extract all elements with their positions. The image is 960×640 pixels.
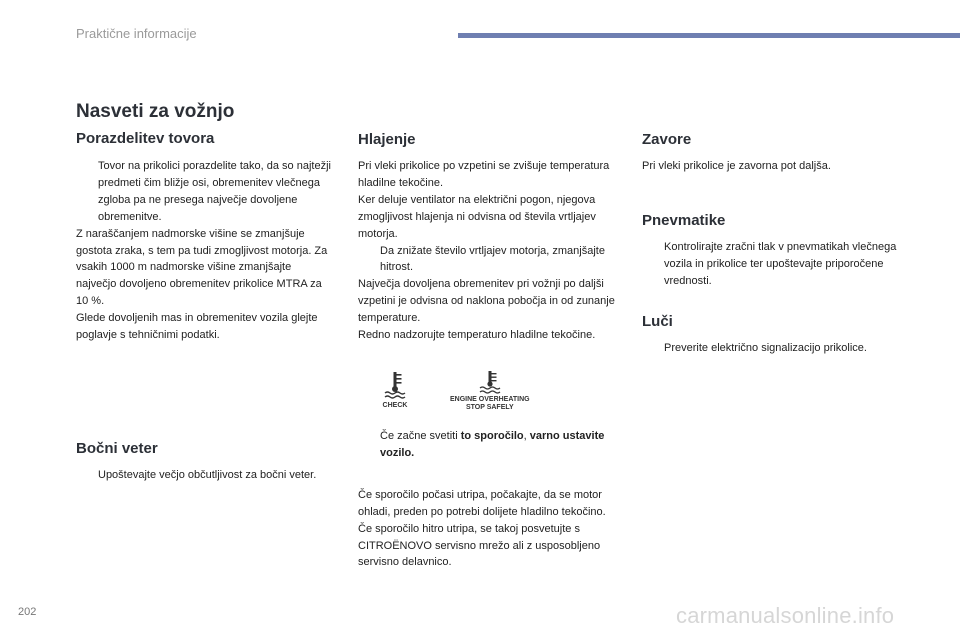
page-title: Nasveti za vožnjo — [76, 101, 235, 122]
section-heading: Bočni veter — [76, 440, 158, 457]
section-tyres — [642, 212, 900, 290]
section-heading: Zavore — [642, 131, 692, 148]
section-lights — [642, 313, 900, 357]
section-heading: Porazdelitev tovora — [76, 130, 215, 147]
list-item: Če začne svetiti to sporočilo, varno ustavite vozilo. — [380, 430, 605, 459]
section-heading: Luči — [642, 313, 673, 330]
warning-label: CHECK — [382, 402, 408, 409]
section-cooling-continued — [358, 428, 616, 571]
warning-label-line: ENGINE OVERHEATING — [450, 396, 530, 403]
paragraph: Pri vleki prikolice je zavorna pot daljša. — [642, 160, 831, 172]
watermark: carmanualsonline.info — [676, 603, 895, 628]
coolant-temperature-icon — [477, 370, 503, 394]
engine-overheating-warning — [450, 370, 530, 412]
paragraph: Največja dovoljena obremenitev pri vožnji po daljši vzpetini je odvisna od naklona pobočja in od zunanje temperature. — [358, 278, 615, 325]
section-brakes — [642, 131, 900, 175]
paragraph: Če sporočilo hitro utripa, se takoj posvetujte s CITROËNOVO servisno mrežo ali z usposobljeno servisno delavnico. — [358, 522, 601, 569]
section-heading: Hlajenje — [358, 131, 416, 148]
paragraph: Ker deluje ventilator na električni pogon, njegova zmogljivost hlajenja ni odvisna od števila vrtljajev motorja. — [358, 193, 596, 240]
paragraph: Z naraščanjem nadmorske višine se zmanjšuje gostota zraka, s tem pa tudi zmogljivost motorja. Za vsakih 1000 m nadmorske višine zmanjšajte največjo dovoljeno obremenitev prikolice MTRA za 10 %. — [76, 227, 328, 308]
section-cooling — [358, 131, 616, 344]
list-item: Preverite električno signalizacijo prikolice. — [664, 342, 867, 354]
list-item: Da znižate število vrtljajev motorja, zmanjšajte hitrost. — [380, 244, 605, 274]
section-crosswind — [76, 440, 334, 484]
header-accent-bar — [458, 33, 960, 38]
coolant-temperature-icon — [382, 370, 408, 400]
coolant-check-warning — [382, 370, 408, 410]
paragraph: Če sporočilo počasi utripa, počakajte, da se motor ohladi, preden po potrebi dolijete hladilno tekočino. — [358, 488, 606, 518]
paragraph: Glede dovoljenih mas in obremenitev vozila glejte poglavje s tehničnimi podatki. — [76, 312, 318, 342]
warning-label-line: STOP SAFELY — [465, 404, 514, 411]
paragraph: Pri vleki prikolice po vzpetini se zvišuje temperatura hladilne tekočine. — [358, 160, 610, 189]
section-heading: Pnevmatike — [642, 212, 726, 229]
header-title: Praktične informacije — [76, 26, 197, 41]
section-load-distribution — [76, 130, 334, 344]
list-item: Tovor na prikolici porazdelite tako, da so najtežji predmeti čim bližje osi, obremenitev vlečnega zgloba pa ne presega največje dovoljene obremenitve. — [98, 160, 331, 223]
list-item: Upoštevajte večjo občutljivost za bočni veter. — [98, 469, 317, 481]
page-number: 202 — [18, 606, 37, 618]
paragraph: Redno nadzorujte temperaturo hladilne tekočine. — [358, 329, 596, 342]
list-item: Kontrolirajte zračni tlak v pnevmatikah vlečnega vozila in prikolice ter upoštevajte priporočene vrednosti. — [664, 241, 897, 287]
